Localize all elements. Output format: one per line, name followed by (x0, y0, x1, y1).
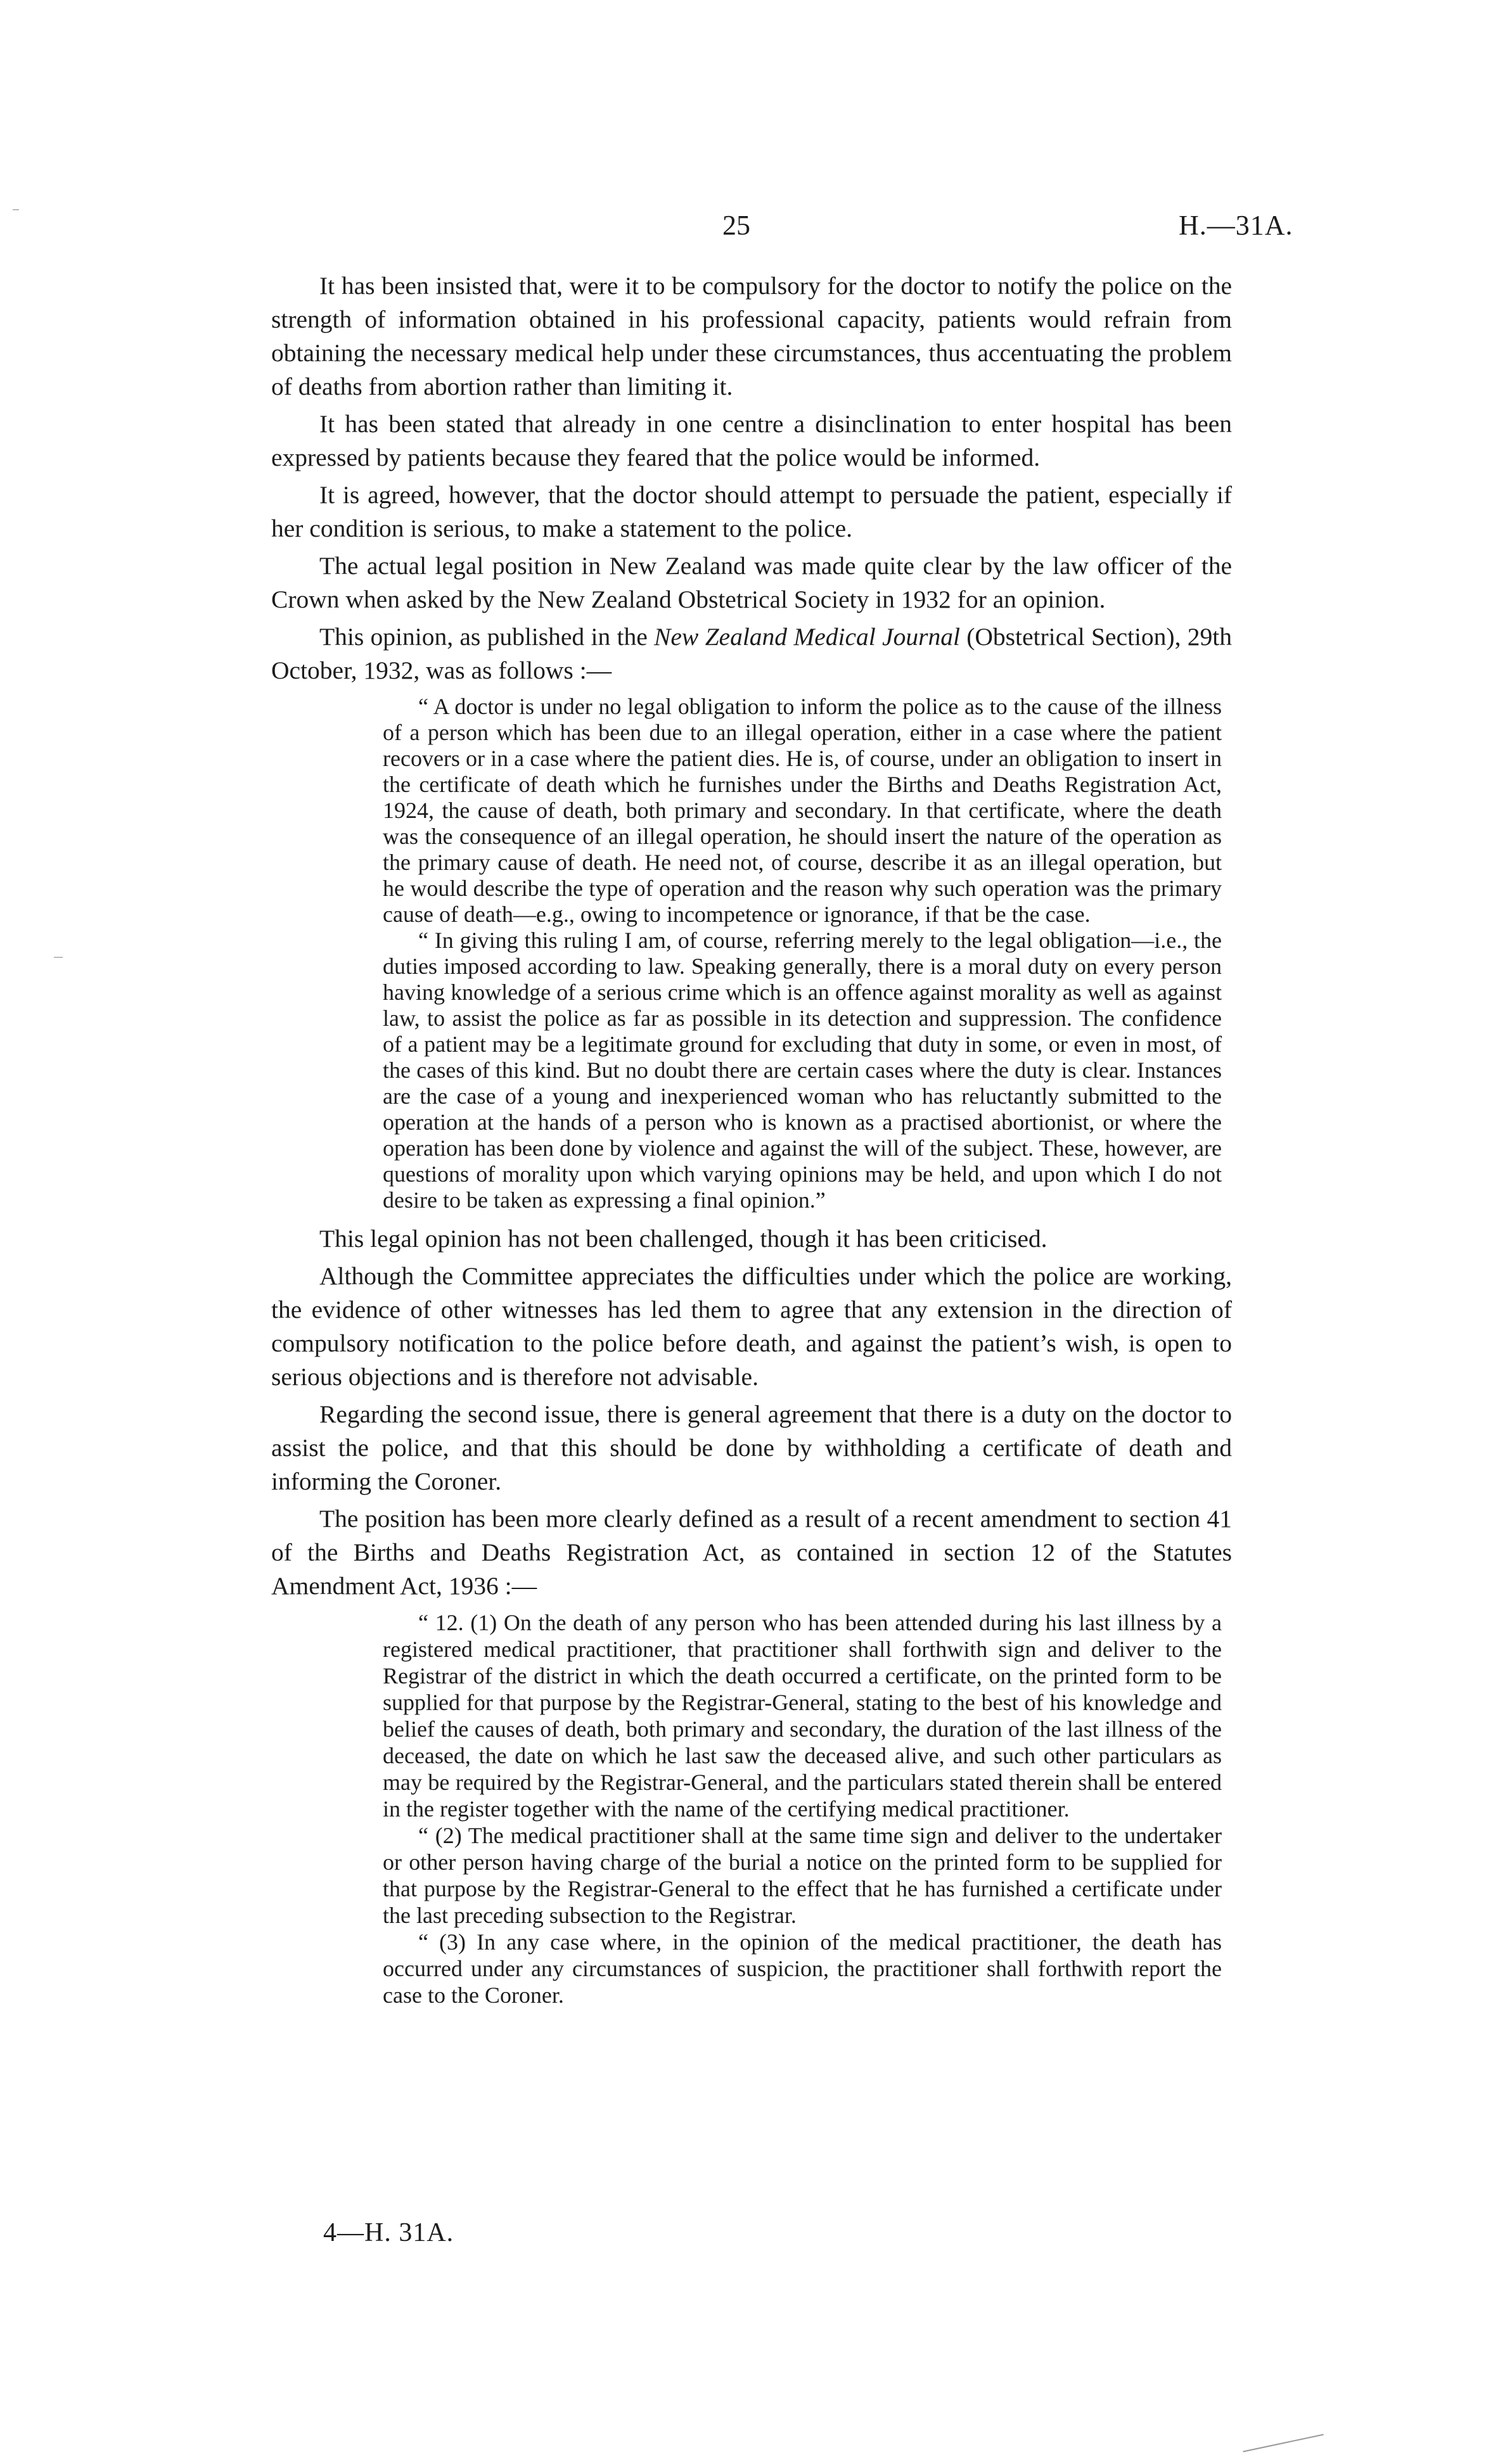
paragraph-legal-position: The actual legal position in New Zealand was made quite clear by the law officer of the Crown when asked by the New Zealand Obstetrical Society in 1932 for an opinion. (271, 552, 1232, 613)
legal-opinion-paragraph-2: “ In giving this ruling I am, of course, referring merely to the legal obligation—i.e., the duties imposed according to law. Speaking generally, there is a moral duty on every person having knowledge of a serious crime which is an offence against morality as well as against law, to assist the police as far as possible in its detection and suppression. The confidence of a patient may be a legitimate ground for excluding that duty in some, or even in most, of the cases of this kind. But no doubt there are certain cases where the duty is clear. Instances are the case of a young and inexperienced woman who has reluctantly submitted to the operation at the hands of a person who is known as a practised abortionist, or where the operation has been done by violence and against the will of the subject. These, however, are questions of morality upon which varying opinions may be held, and upon which I do not desire to be taken as expressing a final opinion.” (383, 928, 1222, 1213)
page-number: 25 (722, 210, 750, 241)
body-text (271, 269, 1232, 2017)
paragraph-committee-view: Although the Committee appreciates the difficulties under which the police are working, the evidence of other witnesses has led them to agree that any extension in the direction of compulsory notification to the police before death, and against the patient’s wish, is open to serious objections and is therefore not advisable. (271, 1262, 1232, 1391)
paragraph-notification-concern: It has been insisted that, were it to be compulsory for the doctor to notify the police on the strength of information obtained in his professional capacity, patients would refrain from obtaining the necessary medical help under these circumstances, thus accentuating the problem of deaths from abortion rather than limiting it. (271, 272, 1232, 400)
margin-mark-middle (54, 957, 63, 958)
paragraph-hospital-disinclination: It has been stated that already in one centre a disinclination to enter hospital has been expressed by patients because they feared that the police would be informed. (271, 410, 1232, 471)
statute-subsection-2: “ (2) The medical practitioner shall at the same time sign and deliver to the undertaker or other person having charge of the burial a notice on the printed form to be supplied for that purpose by the Registrar-General to the effect that he has furnished a certificate under the last preceding subsection to the Registrar. (383, 1823, 1222, 1928)
paragraph-amendment: The position has been more clearly defined as a result of a recent amendment to section 41 of the Births and Deaths Registration Act, as contained in section 12 of the Statutes Amendment Act, 1936 :— (271, 1505, 1232, 1600)
margin-mark-top (13, 209, 19, 210)
journal-title: New Zealand Medical Journal (654, 623, 960, 651)
printer-signature: 4—H. 31A. (323, 2218, 454, 2247)
statute-subsection-1: “ 12. (1) On the death of any person who has been attended during his last illness by a registered medical practitioner, that practitioner shall forthwith sign and deliver to the Registrar of the district in which the death occurred a certificate, on the printed form to be supplied for that purpose by the Registrar-General, stating to the best of his knowledge and belief the causes of death, both primary and secondary, the duration of the last illness of the deceased, the date on which he last saw the deceased alive, and such other particulars as may be required by the Registrar-General, and the particulars stated therein shall be entered in the register together with the name of the certifying medical practitioner. (383, 1610, 1222, 1822)
statute-quote (383, 1609, 1222, 2008)
opinion-intro-after: (Obstetrical Section), 29th October, 1932, was as follows :— (271, 623, 1232, 684)
paragraph-second-issue: Regarding the second issue, there is general agreement that there is a duty on the doctor to assist the police, and that this should be done by withholding a certificate of death and informing the Coroner. (271, 1400, 1232, 1495)
paragraph-opinion-intro (271, 620, 1232, 687)
margin-mark-bottom-right (1243, 2434, 1324, 2453)
paragraph-not-challenged: This legal opinion has not been challenged, though it has been criticised. (319, 1225, 1048, 1253)
opinion-intro-before: This opinion, as published in the (319, 623, 655, 651)
paragraph-persuade-patient: It is agreed, however, that the doctor should attempt to persuade the patient, especially if her condition is serious, to make a statement to the police. (271, 481, 1232, 542)
legal-opinion-paragraph-1: “ A doctor is under no legal obligation to inform the police as to the cause of the illness of a person which has been due to an illegal operation, either in a case where the patient recovers or in a case where the patient dies. He is, of course, under an obligation to insert in the certificate of death which he furnishes under the Births and Deaths Registration Act, 1924, the cause of death, both primary and secondary. In that certificate, where the death was the consequence of an illegal operation, he should insert the nature of the operation as the primary cause of death. He need not, of course, describe it as an illegal operation, but he would describe the type of operation and the reason why such operation was the primary cause of death—e.g., owing to incompetence or ignorance, if that be the case. (383, 694, 1222, 927)
document-reference: H.—31A. (1179, 210, 1293, 241)
statute-subsection-3: “ (3) In any case where, in the opinion of the medical practitioner, the death has occurred under any circumstances of suspicion, the practitioner shall forthwith report the case to the Coroner. (383, 1929, 1222, 2008)
legal-opinion-quote (383, 694, 1222, 1213)
